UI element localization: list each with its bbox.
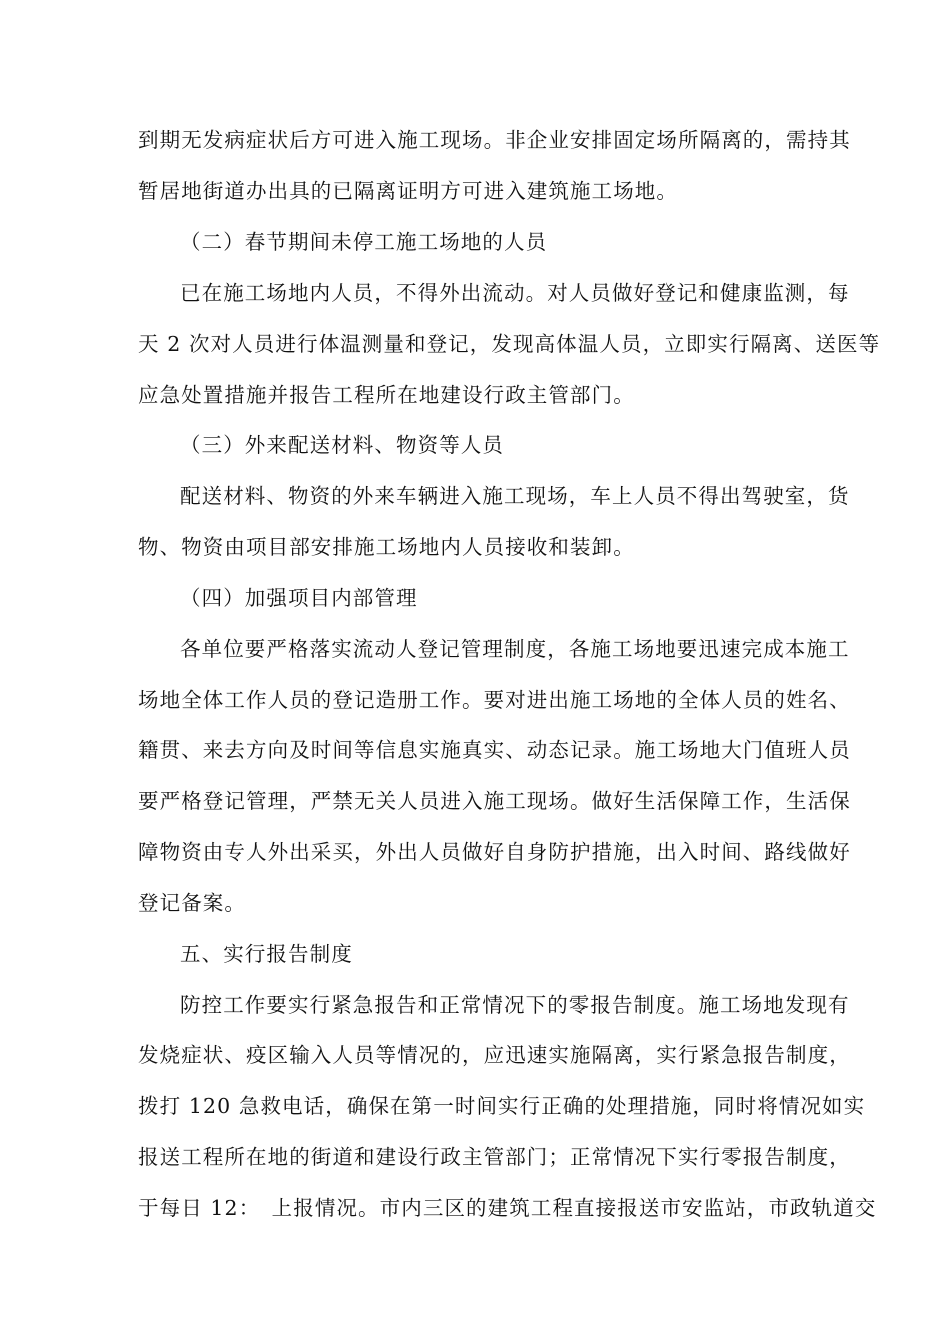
text-line: 登记备案。 xyxy=(138,891,246,915)
text-line: 要严格登记管理，严禁无关人员进入施工现场。做好生活保障工作，生活保 xyxy=(138,789,851,813)
text-line: 暂居地街道办出具的已隔离证明方可进入建筑施工场地。 xyxy=(138,179,678,203)
text-line: 场地全体工作人员的登记造册工作。要对进出施工场地的全体人员的姓名、 xyxy=(138,688,851,712)
text-line: 障物资由专人外出采买，外出人员做好自身防护措施，出入时间、路线做好 xyxy=(138,840,851,864)
text-line: 防控工作要实行紧急报告和正常情况下的零报告制度。施工场地发现有 xyxy=(180,993,850,1017)
text-line: 到期无发病症状后方可进入施工现场。非企业安排固定场所隔离的，需持其 xyxy=(138,128,851,152)
text-line: 物、物资由项目部安排施工场地内人员接收和装卸。 xyxy=(138,535,635,559)
text-line: 配送材料、物资的外来车辆进入施工现场，车上人员不得出驾驶室，货 xyxy=(180,484,850,508)
text-line: 各单位要严格落实流动人登记管理制度，各施工场地要迅速完成本施工 xyxy=(180,637,850,661)
text-line: 发烧症状、疫区输入人员等情况的，应迅速实施隔离，实行紧急报告制度， xyxy=(138,1043,851,1067)
text-line: 已在施工场地内人员，不得外出流动。对人员做好登记和健康监测，每 xyxy=(180,281,850,305)
text-line: 籍贯、来去方向及时间等信息实施真实、动态记录。施工场地大门值班人员 xyxy=(138,738,851,762)
section-heading: （三）外来配送材料、物资等人员 xyxy=(180,433,504,457)
text-line: 天 2 次对人员进行体温测量和登记，发现高体温人员，立即实行隔离、送医等 xyxy=(138,332,881,356)
text-line: 拨打 120 急救电话，确保在第一时间实行正确的处理措施，同时将情况如实 xyxy=(138,1094,866,1118)
section-heading: （二）春节期间未停工施工场地的人员 xyxy=(180,230,548,254)
text-line: 应急处置措施并报告工程所在地建设行政主管部门。 xyxy=(138,383,635,407)
text-line: 于每日 12： 上报情况。市内三区的建筑工程直接报送市安监站，市政轨道交 xyxy=(138,1196,877,1220)
text-line: 报送工程所在地的街道和建设行政主管部门；正常情况下实行零报告制度， xyxy=(138,1145,851,1169)
section-heading: （四）加强项目内部管理 xyxy=(180,586,418,610)
section-heading: 五、实行报告制度 xyxy=(180,942,353,966)
